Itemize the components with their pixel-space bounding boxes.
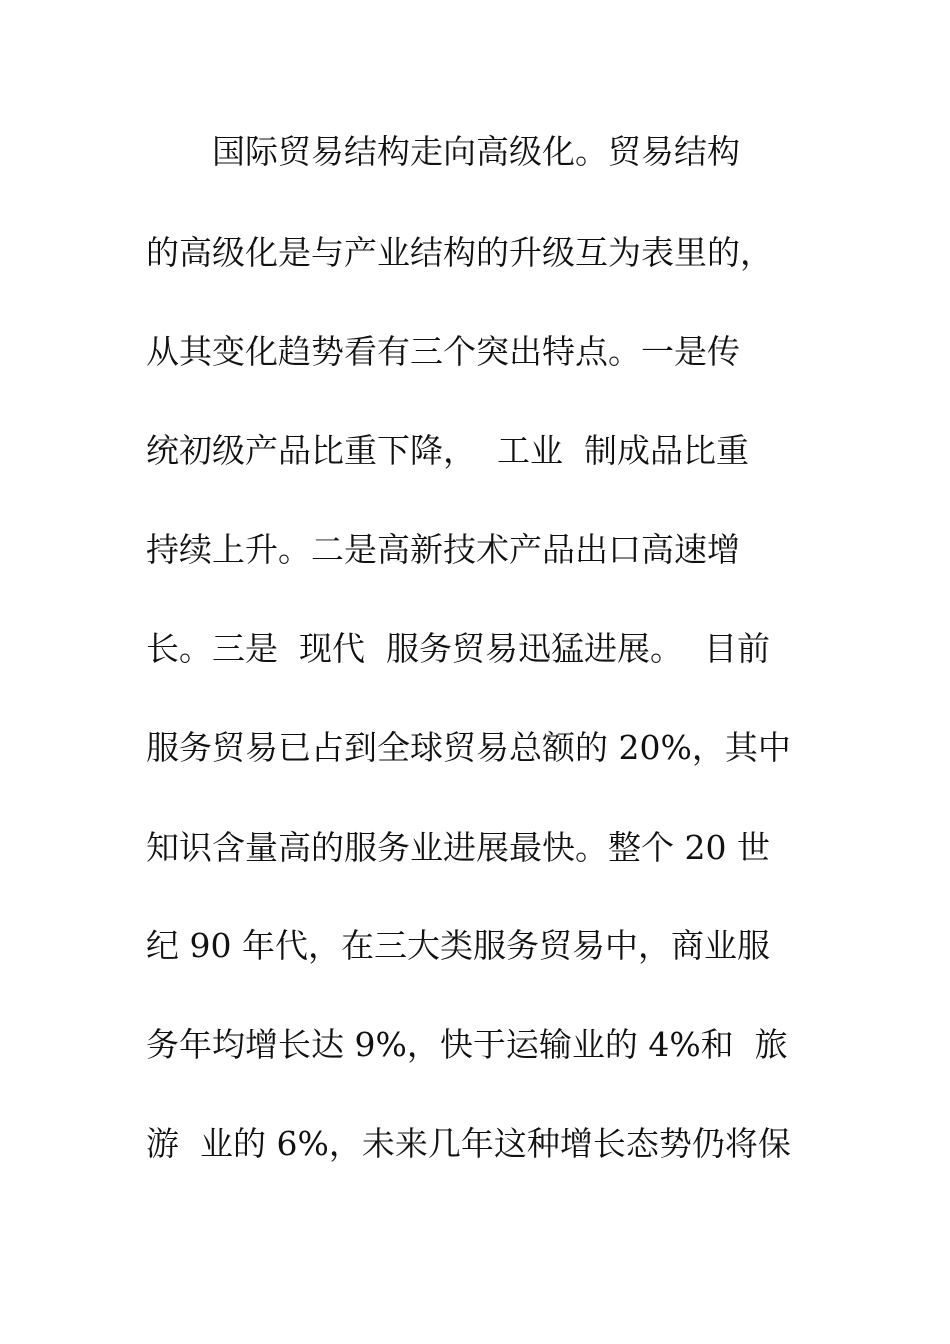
paragraph-line-7: 服务贸易已占到全球贸易总额的 20%，其中 <box>146 728 791 767</box>
paragraph-line-10: 务年均增长达 9%，快于运输业的 4%和 旅 <box>146 1025 788 1064</box>
paragraph-line-1: 国际贸易结构走向高级化。贸易结构 <box>146 132 740 171</box>
paragraph-line-6: 长。三是 现代 服务贸易迅猛进展。 目前 <box>146 629 770 668</box>
paragraph-line-2: 的高级化是与产业结构的升级互为表里的， <box>146 233 773 272</box>
paragraph-line-3: 从其变化趋势看有三个突出特点。一是传 <box>146 332 740 371</box>
paragraph-line-9: 纪 90 年代，在三大类服务贸易中，商业服 <box>146 926 770 965</box>
paragraph-line-5: 持续上升。二是高新技术产品出口高速增 <box>146 530 740 569</box>
paragraph-line-8: 知识含量高的服务业进展最快。整个 20 世 <box>146 828 770 867</box>
paragraph-line-4: 统初级产品比重下降， 工业 制成品比重 <box>146 431 749 470</box>
paragraph-line-11: 游 业的 6%，未来几年这种增长态势仍将保 <box>146 1124 791 1163</box>
